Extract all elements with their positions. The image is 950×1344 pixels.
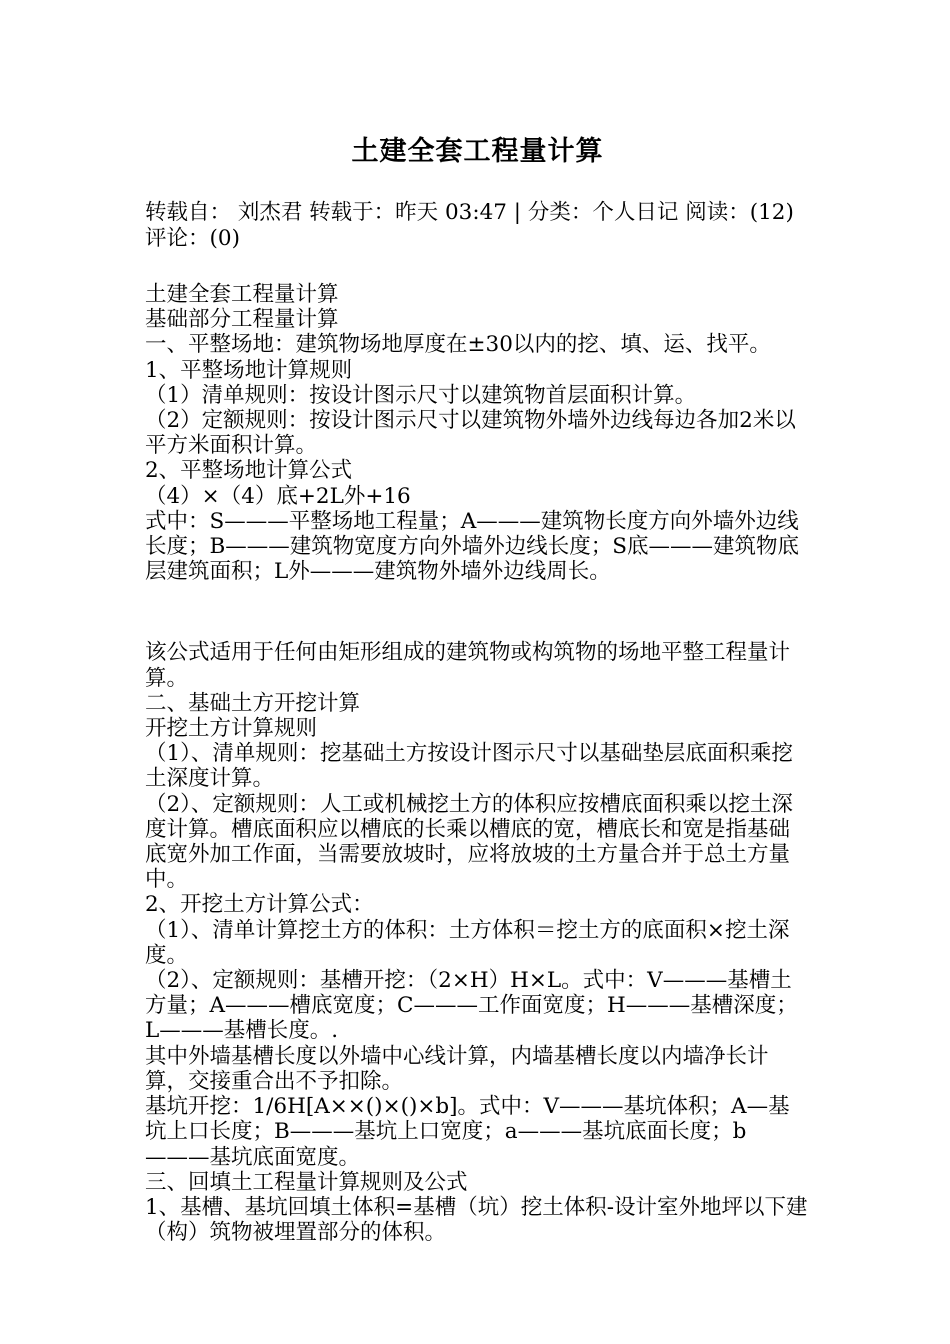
- paragraph: 一、平整场地：建筑物场地厚度在±30以内的挖、填、运、找平。: [145, 332, 771, 358]
- paragraph: 基坑开挖：1/6H[A××()×()×b]。式中：V———基坑体积；A—基坑上口长度；B———基坑上口宽度；a———基坑底面长度；b———基坑底面宽度。: [145, 1094, 790, 1170]
- paragraph: 1、平整场地计算规则: [145, 357, 353, 383]
- document-title: 土建全套工程量计算: [351, 136, 604, 167]
- paragraph: 式中：S———平整场地工程量；A———建筑物长度方向外墙外边线长度；B———建筑物宽度方向外墙外边线长度；S底———建筑物底层建筑面积；L外———建筑物外墙外边线周长。: [145, 508, 800, 585]
- paragraph: （2）、定额规则：人工或机械挖土方的体积应按槽底面积乘以挖土深度计算。槽底面积应以槽底的长乘以槽底的宽，槽底长和宽是指基础底宽外加工作面，当需要放坡时，应将放坡的土方量合并于总土方量中。: [145, 791, 793, 893]
- paragraph: 1、基槽、基坑回填土体积=基槽（坑）挖土体积-设计室外地坪以下建（构）筑物被埋置部分的体积。: [145, 1194, 808, 1246]
- paragraph: 2、平整场地计算公式: [145, 458, 353, 484]
- paragraph: （1）清单规则：按设计图示尺寸以建筑物首层面积计算。: [145, 382, 697, 408]
- paragraph-spacer: [145, 600, 810, 624]
- document-body: [145, 282, 810, 1245]
- paragraph: （2）定额规则：按设计图示尺寸以建筑物外墙外边线每边各加2米以平方米面积计算。: [145, 408, 796, 459]
- paragraph: （1）、清单计算挖土方的体积：土方体积＝挖土方的底面积×挖土深度。: [145, 917, 790, 968]
- paragraph: 开挖土方计算规则: [145, 716, 318, 742]
- paragraph: 土建全套工程量计算: [145, 282, 339, 307]
- paragraph: 该公式适用于任何由矩形组成的建筑物或构筑物的场地平整工程量计算。: [145, 640, 791, 691]
- paragraph: （2）、定额规则：基槽开挖：（2×H）H×L。式中：V———基槽土方量；A———槽底宽度；C———工作面宽度；H———基槽深度；L———基槽长度。.: [145, 968, 798, 1044]
- paragraph: （1）、清单规则：挖基础土方按设计图示尺寸以基础垫层底面积乘挖土深度计算。: [145, 741, 793, 792]
- paragraph: 2、开挖土方计算公式：: [145, 892, 374, 918]
- paragraph: 三、回填土工程量计算规则及公式: [145, 1169, 468, 1195]
- post-meta: 转载自： 刘杰君 转载于：昨天 03:47 | 分类：个人日记 阅读：(12) 评论：(0): [145, 200, 794, 251]
- paragraph: （4）×（4）底+2L外+16: [145, 483, 411, 509]
- paragraph: 二、基础土方开挖计算: [145, 690, 361, 716]
- paragraph: 其中外墙基槽长度以外墙中心线计算，内墙基槽长度以内墙净长计算，交接重合出不予扣除。: [145, 1043, 769, 1094]
- document-page: [145, 120, 810, 1245]
- paragraph: 基础部分工程量计算: [145, 307, 339, 333]
